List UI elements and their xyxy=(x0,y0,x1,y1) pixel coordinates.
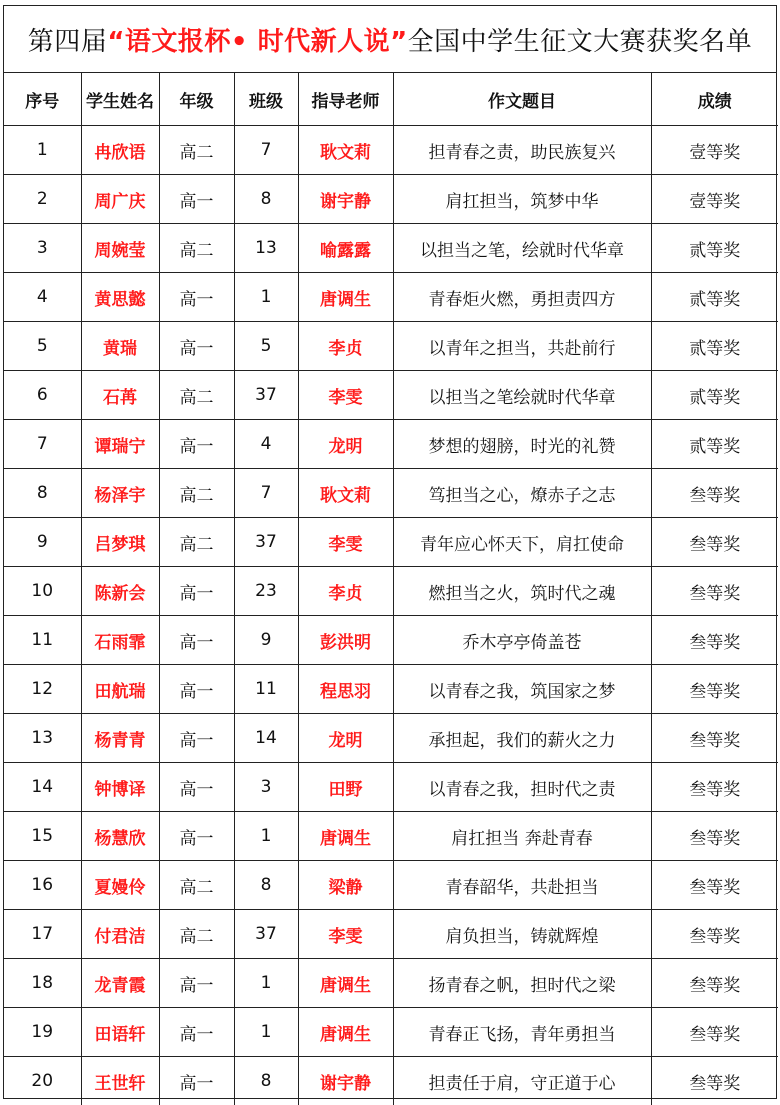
cell-grade: 高二 xyxy=(159,224,234,273)
cell-class: 1 xyxy=(234,959,298,1008)
cell-grade: 高二 xyxy=(159,861,234,910)
cell-result: 壹等奖 xyxy=(651,126,778,175)
table-row xyxy=(4,322,778,371)
cell-essay: 以青年之担当，共赴前行 xyxy=(393,322,651,371)
table-row xyxy=(4,518,778,567)
cell-class: 37 xyxy=(234,371,298,420)
table-row xyxy=(4,910,778,959)
cell-class: 3 xyxy=(234,763,298,812)
cell-no: 15 xyxy=(4,812,81,861)
header-class: 班级 xyxy=(234,73,298,126)
cell-class: 1 xyxy=(234,273,298,322)
cell-essay: 以担当之笔绘就时代华章 xyxy=(393,371,651,420)
cell-grade: 高一 xyxy=(159,763,234,812)
cell-result: 叁等奖 xyxy=(651,616,778,665)
cell-student: 杨泽宇 xyxy=(81,469,159,518)
cell-teacher: 李贞 xyxy=(298,567,393,616)
cell-no: 20 xyxy=(4,1057,81,1105)
cell-result: 叁等奖 xyxy=(651,910,778,959)
table-row xyxy=(4,469,778,518)
cell-grade: 高一 xyxy=(159,175,234,224)
cell-no: 19 xyxy=(4,1008,81,1057)
cell-student: 杨青青 xyxy=(81,714,159,763)
cell-student: 龙青霞 xyxy=(81,959,159,1008)
table-row xyxy=(4,273,778,322)
cell-essay: 以青春之我，筑国家之梦 xyxy=(393,665,651,714)
cell-student: 黄瑞 xyxy=(81,322,159,371)
cell-essay: 青春炬火燃，勇担责四方 xyxy=(393,273,651,322)
cell-grade: 高一 xyxy=(159,322,234,371)
cell-class: 1 xyxy=(234,812,298,861)
title-highlight: “语文报杯• 时代新人说” xyxy=(107,26,408,57)
table-row xyxy=(4,616,778,665)
cell-grade: 高一 xyxy=(159,665,234,714)
cell-student: 钟博译 xyxy=(81,763,159,812)
cell-no: 5 xyxy=(4,322,81,371)
cell-class: 13 xyxy=(234,224,298,273)
title-suffix: 全国中学生征文大赛获奖名单 xyxy=(407,26,753,57)
cell-no: 18 xyxy=(4,959,81,1008)
cell-essay: 承担起，我们的薪火之力 xyxy=(393,714,651,763)
cell-essay: 青年应心怀天下，肩扛使命 xyxy=(393,518,651,567)
cell-teacher: 彭洪明 xyxy=(298,616,393,665)
cell-essay: 乔木亭亭倚盖苍 xyxy=(393,616,651,665)
cell-student: 吕梦琪 xyxy=(81,518,159,567)
cell-teacher: 李雯 xyxy=(298,371,393,420)
cell-result: 叁等奖 xyxy=(651,567,778,616)
cell-grade: 高二 xyxy=(159,469,234,518)
cell-class: 23 xyxy=(234,567,298,616)
cell-no: 3 xyxy=(4,224,81,273)
title-prefix: 第四届 xyxy=(27,26,108,57)
cell-student: 黄思懿 xyxy=(81,273,159,322)
cell-grade: 高二 xyxy=(159,910,234,959)
cell-no: 13 xyxy=(4,714,81,763)
cell-no: 10 xyxy=(4,567,81,616)
cell-result: 叁等奖 xyxy=(651,959,778,1008)
cell-essay: 担青春之责，助民族复兴 xyxy=(393,126,651,175)
cell-class: 8 xyxy=(234,861,298,910)
cell-grade: 高一 xyxy=(159,812,234,861)
cell-student: 陈新会 xyxy=(81,567,159,616)
cell-teacher: 李雯 xyxy=(298,910,393,959)
cell-grade: 高二 xyxy=(159,126,234,175)
cell-student: 谭瑞宁 xyxy=(81,420,159,469)
cell-student: 田语轩 xyxy=(81,1008,159,1057)
cell-grade: 高一 xyxy=(159,959,234,1008)
cell-student: 王世轩 xyxy=(81,1057,159,1105)
cell-teacher: 唐调生 xyxy=(298,1008,393,1057)
cell-teacher: 唐调生 xyxy=(298,812,393,861)
cell-class: 37 xyxy=(234,910,298,959)
cell-class: 11 xyxy=(234,665,298,714)
cell-teacher: 喻露露 xyxy=(298,224,393,273)
cell-class: 8 xyxy=(234,175,298,224)
cell-essay: 笃担当之心，燎赤子之志 xyxy=(393,469,651,518)
cell-essay: 以青春之我，担时代之责 xyxy=(393,763,651,812)
cell-grade: 高一 xyxy=(159,1008,234,1057)
document-title xyxy=(4,6,776,73)
cell-result: 贰等奖 xyxy=(651,224,778,273)
cell-result: 贰等奖 xyxy=(651,420,778,469)
table-row xyxy=(4,861,778,910)
cell-student: 周婉莹 xyxy=(81,224,159,273)
cell-result: 叁等奖 xyxy=(651,518,778,567)
cell-result: 叁等奖 xyxy=(651,812,778,861)
table-row xyxy=(4,763,778,812)
cell-teacher: 李贞 xyxy=(298,322,393,371)
table-row xyxy=(4,371,778,420)
cell-student: 夏嫚伶 xyxy=(81,861,159,910)
header-grade: 年级 xyxy=(159,73,234,126)
cell-result: 贰等奖 xyxy=(651,371,778,420)
cell-teacher: 谢宇静 xyxy=(298,175,393,224)
cell-result: 叁等奖 xyxy=(651,469,778,518)
cell-teacher: 田野 xyxy=(298,763,393,812)
cell-grade: 高一 xyxy=(159,616,234,665)
cell-grade: 高一 xyxy=(159,567,234,616)
table-row xyxy=(4,224,778,273)
cell-no: 7 xyxy=(4,420,81,469)
table-row xyxy=(4,126,778,175)
table-row xyxy=(4,1057,778,1105)
cell-student: 田航瑞 xyxy=(81,665,159,714)
cell-class: 7 xyxy=(234,469,298,518)
cell-essay: 青春韶华，共赴担当 xyxy=(393,861,651,910)
cell-student: 冉欣语 xyxy=(81,126,159,175)
cell-student: 石雨霏 xyxy=(81,616,159,665)
cell-no: 16 xyxy=(4,861,81,910)
cell-class: 14 xyxy=(234,714,298,763)
cell-class: 5 xyxy=(234,322,298,371)
cell-no: 8 xyxy=(4,469,81,518)
cell-result: 叁等奖 xyxy=(651,763,778,812)
cell-grade: 高一 xyxy=(159,420,234,469)
cell-teacher: 龙明 xyxy=(298,420,393,469)
cell-no: 12 xyxy=(4,665,81,714)
cell-essay: 燃担当之火，筑时代之魂 xyxy=(393,567,651,616)
cell-class: 7 xyxy=(234,126,298,175)
table-row xyxy=(4,714,778,763)
cell-grade: 高一 xyxy=(159,1057,234,1105)
cell-no: 1 xyxy=(4,126,81,175)
cell-result: 叁等奖 xyxy=(651,1008,778,1057)
cell-essay: 担责任于肩，守正道于心 xyxy=(393,1057,651,1105)
header-teacher: 指导老师 xyxy=(298,73,393,126)
cell-no: 14 xyxy=(4,763,81,812)
cell-essay: 扬青春之帆，担时代之梁 xyxy=(393,959,651,1008)
cell-result: 壹等奖 xyxy=(651,175,778,224)
cell-no: 6 xyxy=(4,371,81,420)
cell-essay: 以担当之笔，绘就时代华章 xyxy=(393,224,651,273)
cell-teacher: 耿文莉 xyxy=(298,469,393,518)
cell-grade: 高二 xyxy=(159,371,234,420)
cell-teacher: 梁静 xyxy=(298,861,393,910)
cell-student: 周广庆 xyxy=(81,175,159,224)
cell-class: 37 xyxy=(234,518,298,567)
cell-student: 杨慧欣 xyxy=(81,812,159,861)
cell-no: 4 xyxy=(4,273,81,322)
header-essay: 作文题目 xyxy=(393,73,651,126)
header-no: 序号 xyxy=(4,73,81,126)
cell-result: 叁等奖 xyxy=(651,714,778,763)
cell-teacher: 程思羽 xyxy=(298,665,393,714)
table-row xyxy=(4,812,778,861)
cell-essay: 肩负担当，铸就辉煌 xyxy=(393,910,651,959)
cell-no: 11 xyxy=(4,616,81,665)
cell-essay: 青春正飞扬，青年勇担当 xyxy=(393,1008,651,1057)
table-row xyxy=(4,567,778,616)
cell-class: 4 xyxy=(234,420,298,469)
table-body xyxy=(4,126,778,1105)
cell-result: 叁等奖 xyxy=(651,1057,778,1105)
cell-class: 9 xyxy=(234,616,298,665)
table-row xyxy=(4,175,778,224)
cell-no: 17 xyxy=(4,910,81,959)
table-row xyxy=(4,1008,778,1057)
cell-teacher: 唐调生 xyxy=(298,959,393,1008)
cell-essay: 梦想的翅膀，时光的礼赞 xyxy=(393,420,651,469)
cell-result: 贰等奖 xyxy=(651,322,778,371)
cell-student: 石苒 xyxy=(81,371,159,420)
table-row xyxy=(4,959,778,1008)
cell-grade: 高一 xyxy=(159,714,234,763)
cell-teacher: 耿文莉 xyxy=(298,126,393,175)
award-list-document xyxy=(3,5,777,1099)
cell-teacher: 李雯 xyxy=(298,518,393,567)
header-result: 成绩 xyxy=(651,73,778,126)
cell-no: 2 xyxy=(4,175,81,224)
cell-grade: 高二 xyxy=(159,518,234,567)
header-student: 学生姓名 xyxy=(81,73,159,126)
cell-teacher: 唐调生 xyxy=(298,273,393,322)
table-row xyxy=(4,665,778,714)
cell-result: 叁等奖 xyxy=(651,665,778,714)
cell-student: 付君洁 xyxy=(81,910,159,959)
cell-essay: 肩扛担当，筑梦中华 xyxy=(393,175,651,224)
cell-class: 8 xyxy=(234,1057,298,1105)
cell-result: 叁等奖 xyxy=(651,861,778,910)
header-row xyxy=(4,73,778,126)
cell-essay: 肩扛担当 奔赴青春 xyxy=(393,812,651,861)
cell-no: 9 xyxy=(4,518,81,567)
cell-result: 贰等奖 xyxy=(651,273,778,322)
cell-teacher: 谢宇静 xyxy=(298,1057,393,1105)
table-row xyxy=(4,420,778,469)
cell-teacher: 龙明 xyxy=(298,714,393,763)
award-table xyxy=(4,73,778,1105)
cell-class: 1 xyxy=(234,1008,298,1057)
cell-grade: 高一 xyxy=(159,273,234,322)
